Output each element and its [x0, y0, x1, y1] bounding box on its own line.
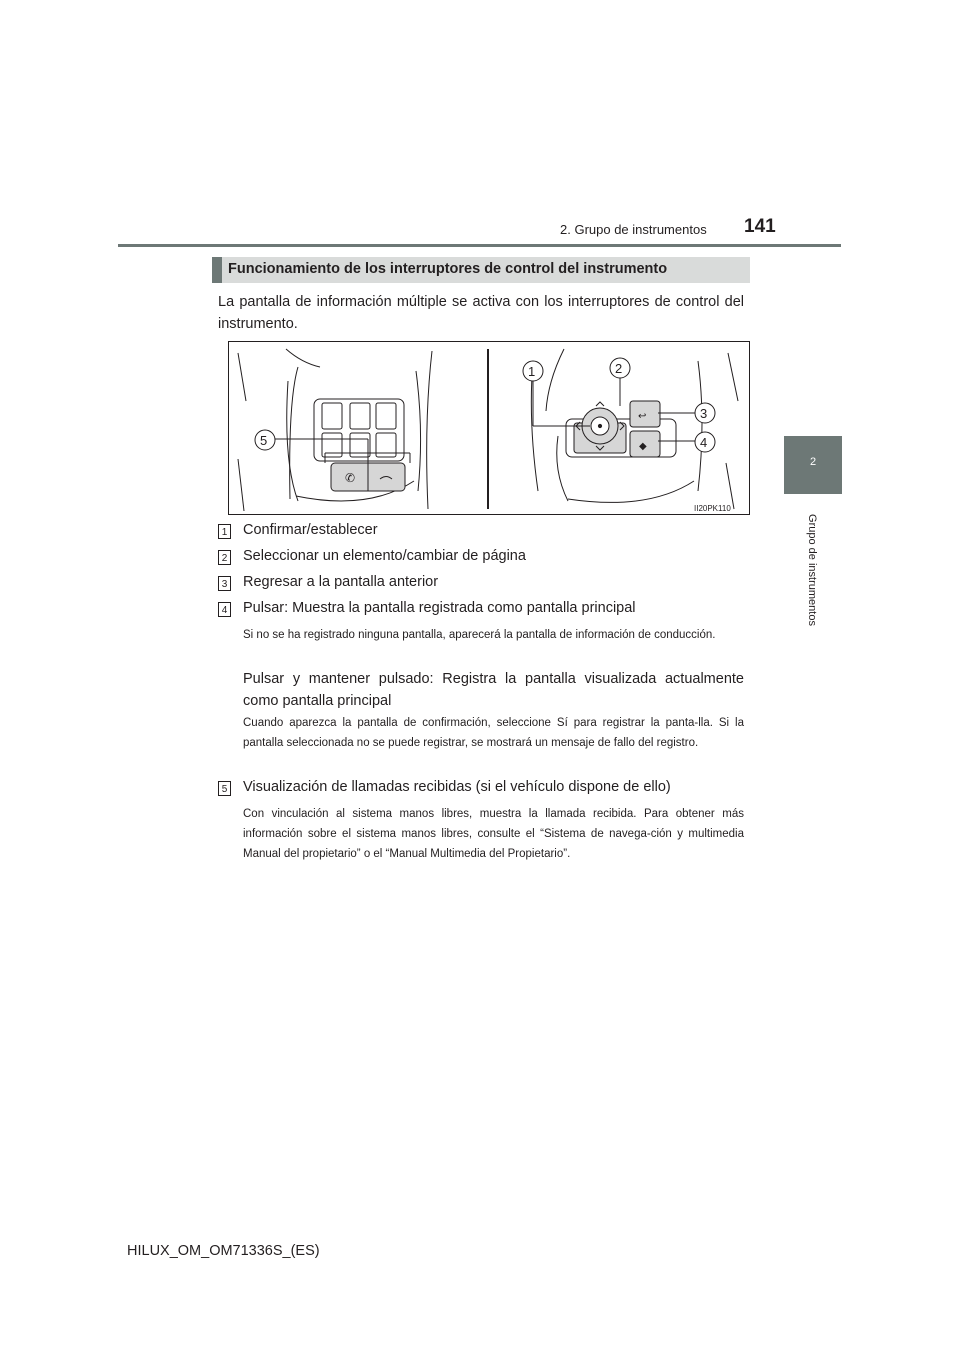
svg-text:2: 2: [615, 361, 623, 376]
item-number-badge: 4: [218, 602, 231, 617]
item-number-badge: 1: [218, 524, 231, 539]
item-text: Regresar a la pantalla anterior: [243, 574, 439, 590]
svg-text:5: 5: [260, 433, 268, 448]
document-code: HILUX_OM_OM71336S_(ES): [127, 1243, 320, 1259]
running-header-section: 2. Grupo de instrumentos: [560, 222, 707, 237]
note-paragraph: Con vinculación al sistema manos libres, muestra la llamada recibida. Para obtener más información sobre el sistema manos libres, consulte el “Sistema de navega-ción y multimedia Manual del propietario” o el “Manual Multimedia del Propietario”.: [243, 808, 744, 860]
item-text: Pulsar: Muestra la pantalla registrada como pantalla principal: [243, 600, 636, 616]
steering-switch-illustration: [228, 341, 750, 515]
item-number-badge: 5: [218, 781, 231, 796]
svg-text:↩: ↩: [638, 411, 647, 422]
item-text: Confirmar/establecer: [243, 522, 378, 538]
note-paragraph: Cuando aparezca la pantalla de confirmación, seleccione Sí para registrar la panta-lla. Si la pantalla seleccionada no se puede registrar, se mostrará un mensaje de fallo del registro.: [243, 717, 744, 749]
hold-paragraph: Pulsar y mantener pulsado: Registra la pantalla visualizada actualmente como pantalla principal: [243, 671, 744, 709]
item-number-badge: 3: [218, 576, 231, 591]
svg-text:◆: ◆: [639, 441, 647, 452]
svg-text:✆: ✆: [345, 471, 356, 485]
chapter-tab-label: Grupo de instrumentos: [806, 514, 818, 626]
item-text: Seleccionar un elemento/cambiar de página: [243, 548, 526, 564]
note-paragraph: Si no se ha registrado ninguna pantalla, aparecerá la pantalla de información de conducción.: [243, 629, 716, 641]
section-title: Funcionamiento de los interruptores de control del instrumento: [228, 261, 668, 277]
figure-code: II20PK110: [694, 504, 731, 513]
header-rule: [118, 244, 841, 247]
svg-text:3: 3: [700, 406, 708, 421]
svg-text:4: 4: [700, 435, 708, 450]
item-text: Visualización de llamadas recibidas (si el vehículo dispone de ello): [243, 779, 671, 795]
page-number: 141: [744, 216, 776, 237]
item-number-badge: 2: [218, 550, 231, 565]
svg-text:1: 1: [528, 364, 536, 379]
intro-paragraph: La pantalla de información múltiple se activa con los interruptores de control del instrumento.: [218, 294, 744, 332]
chapter-tab-number: 2: [809, 456, 817, 468]
